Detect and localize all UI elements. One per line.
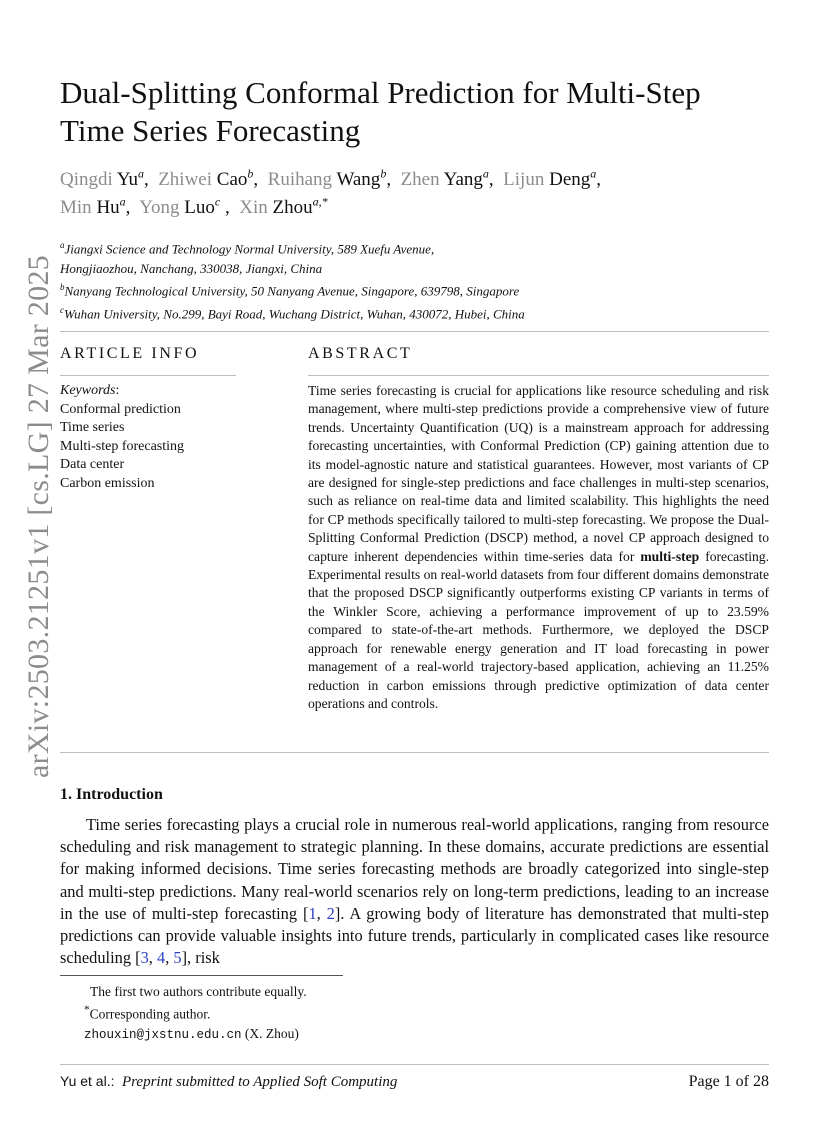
author: Ruihang Wang$^b$ xyxy=(267,166,387,190)
author: Zhen Yang$^a$ xyxy=(400,166,489,190)
affiliation: $^c$Wuhan University, No.299, Bayi Road, Wuchang District, Wuhan, 430072, Hubei, China xyxy=(60,305,525,322)
arxiv-stamp: arXiv:2503.21251v1 [cs.LG] 27 Mar 2025 xyxy=(22,255,55,778)
footnote-rule xyxy=(60,975,343,976)
author: Yong Luo$^c$ xyxy=(139,194,221,218)
keywords-list: Keywords: Conformal prediction Time series Multi-step forecasting Data center Carbon emission xyxy=(60,382,184,493)
keyword: Carbon emission xyxy=(60,475,155,491)
affiliation: $^a$Jiangxi Science and Technology Normal University, 589 Xuefu Avenue, Hongjiaozhou, Nanchang, 330038, Jiangxi, China xyxy=(60,240,435,276)
keyword: Time series xyxy=(60,420,125,435)
divider xyxy=(308,375,769,376)
divider xyxy=(60,375,236,376)
author: Qingdi Yu$^a$ xyxy=(60,166,144,190)
author: Min Hu$^a$ xyxy=(60,194,126,218)
footnotes xyxy=(84,982,307,1045)
divider xyxy=(60,331,769,332)
author: Zhiwei Cao$^b$ xyxy=(158,166,254,190)
divider xyxy=(60,752,769,753)
affiliation: $^b$Nanyang Technological University, 50 Nanyang Avenue, Singapore, 639798, Singapore xyxy=(60,282,520,299)
email-link[interactable]: zhouxin@jxstnu.edu.cn xyxy=(84,1027,242,1042)
citation-link[interactable]: 2 xyxy=(326,903,335,923)
paper-title: Dual-Splitting Conformal Prediction for Multi-Step Time Series Forecasting xyxy=(60,75,701,148)
introduction-paragraph: Time series forecasting plays a crucial role in numerous real-world applications, ranging from resource scheduling and risk management to strategic planning. In these domains, accurate predictions are essential for making informed decisions. Time series forecasting methods are broadly categorized into single-step and multi-step predictions. Many real-world scenarios rely on long-term predictions, leading to an increase in the use of multi-step forecasting [1, 2]. A growing body of literature has demonstrated that multi-step predictions can provide valuable insights into future trends, particularly in complicated cases like resource scheduling [3, 4, 5], risk xyxy=(60,815,770,968)
running-footer: Yu et al.: Preprint submitted to Applied Soft Computing xyxy=(60,1073,398,1090)
footer-authors: Yu et al. xyxy=(60,1073,111,1089)
keywords-label: Keywords xyxy=(60,383,116,398)
footnote-corresponding: *Corresponding author. xyxy=(84,1004,211,1022)
page-number: Page 1 of 28 xyxy=(688,1073,769,1090)
citation-link[interactable]: 3 xyxy=(140,948,149,968)
keyword: Data center xyxy=(60,457,125,472)
keyword: Conformal prediction xyxy=(60,401,181,417)
keyword: Multi-step forecasting xyxy=(60,438,185,454)
footnote-email: zhouxin@jxstnu.edu.cn (X. Zhou) xyxy=(84,1025,299,1042)
author-list: Qingdi Yu$^a$, Zhiwei Cao$^b$, Ruihang Wang$^b$, Zhen Yang$^a$, Lijun Deng$^a$, Min Hu$^a$, Yong Luo$^c$ , Xin Zhou$^{a,*}$ xyxy=(60,166,601,218)
author: Lijun Deng$^a$ xyxy=(503,166,597,190)
footer-journal: Preprint submitted to Applied Soft Computing xyxy=(121,1074,398,1090)
divider xyxy=(60,1064,769,1065)
citation-link[interactable]: 4 xyxy=(156,948,166,968)
abstract-bold-term: multi-step xyxy=(640,548,700,564)
footnote-equal-contribution: The first two authors contribute equally. xyxy=(90,984,307,999)
affiliations xyxy=(60,236,780,324)
abstract-text: Time series forecasting is crucial for applications like resource scheduling and risk management, where multi-step predictions provide a comprehensive view of future trends. Uncertainty Quantification (UQ) is a mainstream approach for addressing forecasting uncertainties, with Conformal Prediction (CP) gaining attention due to its model-agnostic nature and statistical guarantees. However, most variants of CP are designed for single-step predictions and face challenges in multi-step scenarios, such as reliance on real-time data and limited scalability. This highlights the need for CP methods specifically tailored to multi-step forecasting. We propose the Dual-Splitting Conformal Prediction (DSCP) method, a novel CP approach designed to capture inherent dependencies within time-series data for multi-step forecasting. Experimental results on real-world datasets from four different domains demonstrate that the proposed DSCP significantly outperforms existing CP variants in terms of the Winkler Score, achieving a performance improvement of up to 23.59% compared to state-of-the-art methods. Furthermore, we deployed the DSCP approach for renewable energy generation and IT load forecasting in power management of a real-world trajectory-based application, achieving an 11.25% reduction in carbon emissions through predictive optimization of data center operations and controls. xyxy=(308,383,769,711)
citation-link[interactable]: 5 xyxy=(173,948,182,968)
article-info-heading: ARTICLE INFO xyxy=(60,345,200,362)
author: Xin Zhou$^{a,*}$ xyxy=(239,194,328,218)
abstract-heading: ABSTRACT xyxy=(308,345,413,362)
section-heading-introduction: 1. Introduction xyxy=(60,786,163,803)
citation-link[interactable]: 1 xyxy=(308,903,317,923)
